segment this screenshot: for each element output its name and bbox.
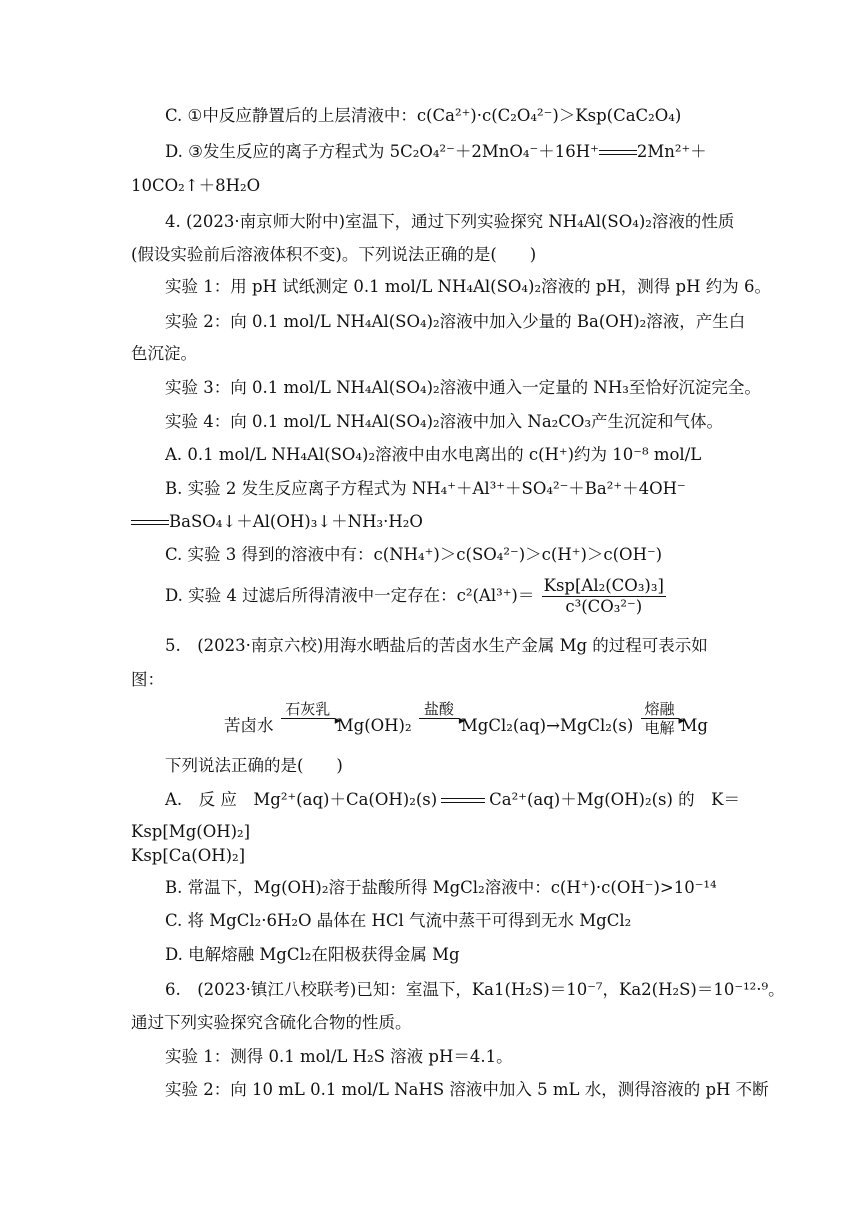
- flow-arrow-2: 盐酸 ▸: [419, 700, 459, 737]
- q6-experiment-1: 实验 1：测得 0.1 mol/L H₂S 溶液 pH＝4.1。: [165, 1047, 513, 1066]
- equals-arrow: [599, 149, 637, 157]
- option-5d: D. 电解熔融 MgCl₂在阳极获得金属 Mg: [165, 945, 460, 964]
- question-5-stem-cont: 图：: [131, 670, 164, 689]
- experiment-3: 实验 3：向 0.1 mol/L NH₄Al(SO₄)₂溶液中通入一定量的 NH₃至恰好沉淀完全。: [165, 378, 761, 397]
- option-4b-cont: BaSO₄↓＋Al(OH)₃↓＋NH₃·H₂O: [131, 510, 741, 534]
- option-5c: C. 将 MgCl₂·6H₂O 晶体在 HCl 气流中蒸干可得到无水 MgCl₂: [165, 911, 632, 930]
- option-4a: A. 0.1 mol/L NH₄Al(SO₄)₂溶液中由水电离出的 c(H⁺)约为 10⁻⁸ mol/L: [165, 445, 702, 464]
- experiment-1: 实验 1：用 pH 试纸测定 0.1 mol/L NH₄Al(SO₄)₂溶液的 pH，测得 pH 约为 6。: [165, 277, 771, 296]
- experiment-2-cont: 色沉淀。: [131, 344, 197, 363]
- option-5a: A. 反 应 Mg²⁺(aq)＋Ca(OH)₂(s) Ca²⁺(aq)＋Mg(OH)₂(s) 的 K＝: [165, 790, 741, 809]
- flow-start: 苦卤水: [224, 716, 274, 735]
- question-4-stem: 4. (2023·南京师大附中)室温下，通过下列实验探究 NH₄Al(SO₄)₂溶液的性质: [165, 212, 735, 231]
- flow-product-3: Mg: [680, 716, 708, 735]
- flow-arrow-1: 石灰乳 ▸: [281, 700, 335, 737]
- question-5-prompt: 下列说法正确的是( ): [165, 756, 343, 775]
- flow-product-1: Mg(OH)₂: [336, 716, 412, 735]
- option-5b: B. 常温下，Mg(OH)₂溶于盐酸所得 MgCl₂溶液中：c(H⁺)·c(OH⁻)>10⁻¹⁴: [165, 878, 717, 897]
- experiment-2: 实验 2：向 0.1 mol/L NH₄Al(SO₄)₂溶液中加入少量的 Ba(OH)₂溶液，产生白: [165, 312, 746, 331]
- equilibrium-arrow: [441, 795, 485, 807]
- option-5a-num: Ksp[Mg(OH)₂]: [131, 822, 251, 841]
- question-4-stem-cont: (假设实验前后溶液体积不变)。下列说法正确的是( ): [131, 245, 537, 264]
- option-4c: C. 实验 3 得到的溶液中有：c(NH₄⁺)＞c(SO₄²⁻)＞c(H⁺)＞c(OH⁻): [165, 545, 663, 564]
- q6-experiment-2: 实验 2：向 10 mL 0.1 mol/L NaHS 溶液中加入 5 mL 水，测得溶液的 pH 不断: [165, 1080, 769, 1099]
- option-5a-den: Ksp[Ca(OH)₂]: [131, 846, 246, 865]
- question-6-stem: 6. (2023·镇江八校联考)已知：室温下，Ka1(H₂S)＝10⁻⁷，Ka2(H₂S)＝10⁻¹²·⁹。: [165, 980, 785, 999]
- option-4b: B. 实验 2 发生反应离子方程式为 NH₄⁺＋Al³⁺＋SO₄²⁻＋Ba²⁺＋4OH⁻: [165, 479, 686, 498]
- question-6-stem-cont: 通过下列实验探究含硫化合物的性质。: [131, 1013, 412, 1032]
- flow-product-2: MgCl₂(aq)→MgCl₂(s): [460, 716, 634, 735]
- question-5-stem: 5. (2023·南京六校)用海水晒盐后的苦卤水生产金属 Mg 的过程可表示如: [165, 636, 708, 655]
- option-4d: D. 实验 4 过滤后所得清液中一定存在：c²(Al³⁺)＝ $\frac{\text{Ksp[Al₂(CO₃)₃]}}{\text{c³(CO₃²⁻)}}$: [165, 576, 664, 616]
- option-3d-cont: 10CO₂↑＋8H₂O: [131, 176, 261, 195]
- flow-arrow-3: 熔融 ▸ 电解: [641, 700, 679, 737]
- experiment-4: 实验 4：向 0.1 mol/L NH₄Al(SO₄)₂溶液中加入 Na₂CO₃产生沉淀和气体。: [165, 412, 724, 431]
- process-flow: [224, 700, 834, 737]
- equals-arrow: [131, 519, 169, 527]
- option-3d: D. ③发生反应的离子方程式为 5C₂O₄²⁻＋2MnO₄⁻＋16H⁺ 2Mn²⁺＋: [165, 142, 707, 161]
- option-3c: C. ①中反应静置后的上层清液中：c(Ca²⁺)·c(C₂O₄²⁻)＞Ksp(CaC₂O₄): [165, 106, 682, 125]
- fraction: $\frac{\text{Ksp[Al₂(CO₃)₃]}}{\text{c³(CO₃²⁻)}}$: [543, 576, 664, 616]
